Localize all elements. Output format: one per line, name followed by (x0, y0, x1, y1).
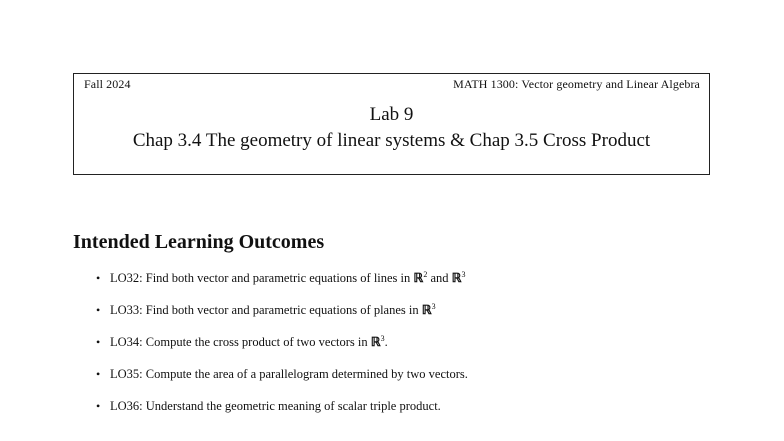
lab-title: Lab 9 (369, 104, 414, 125)
math-exponent: 2 (423, 270, 428, 279)
lab-subtitle: Chap 3.4 The geometry of linear systems & Chap 3.5 Cross Product (132, 130, 651, 151)
bullet-icon: • (96, 399, 101, 413)
list-item-lo35 (96, 366, 468, 398)
learning-outcomes-list (96, 270, 468, 430)
bullet-icon: • (96, 367, 101, 381)
outcome-text: LO36: Understand the geometric meaning of scalar triple product. (110, 399, 441, 413)
course-title: MATH 1300: Vector geometry and Linear Algebra (453, 77, 700, 91)
outcome-text: LO32: Find both vector and parametric equations of lines in (110, 271, 414, 285)
outcome-text: LO33: Find both vector and parametric equations of planes in (110, 303, 422, 317)
list-item-lo36 (96, 398, 468, 430)
math-exponent: 3 (380, 334, 385, 343)
semester-label: Fall 2024 (84, 77, 131, 91)
lab-header-box (73, 73, 710, 175)
bullet-icon: • (96, 271, 101, 285)
list-item-lo32 (96, 270, 468, 302)
math-exponent: 3 (431, 302, 436, 311)
outcome-suffix: . (384, 335, 388, 349)
outcome-conjunction: and (427, 271, 452, 285)
math-space: ℝ (421, 303, 432, 317)
bullet-icon: • (96, 303, 101, 317)
math-space: ℝ (451, 271, 462, 285)
math-exponent: 3 (461, 270, 466, 279)
list-item-lo34 (96, 334, 468, 366)
bullet-icon: • (96, 335, 101, 349)
outcome-text: LO34: Compute the cross product of two vectors in (110, 335, 371, 349)
outcome-text: LO35: Compute the area of a parallelogram determined by two vectors. (110, 367, 468, 381)
section-heading: Intended Learning Outcomes (73, 231, 325, 253)
math-space: ℝ (370, 335, 381, 349)
list-item-lo33 (96, 302, 468, 334)
math-space: ℝ (413, 271, 424, 285)
